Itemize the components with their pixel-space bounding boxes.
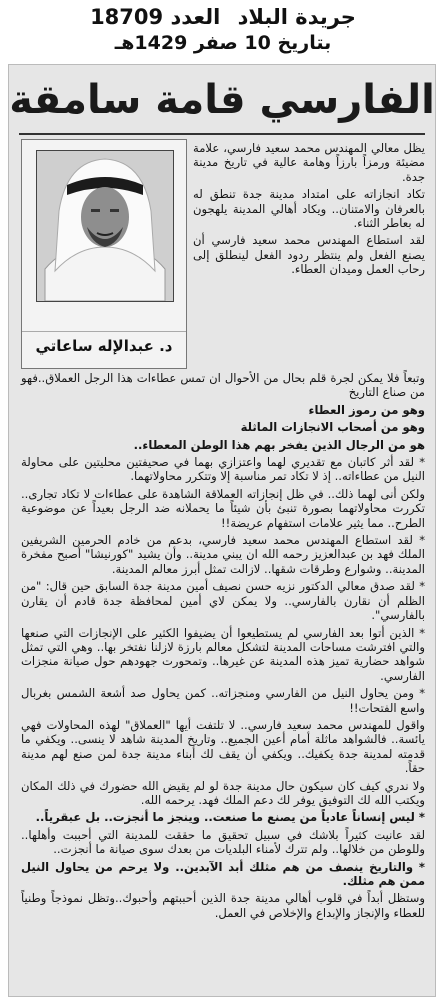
- paragraph: هو من الرجال الذين يفخر بهم هذا الوطن المعطاء..: [133, 437, 425, 452]
- paragraph: * والتاريخ ينصف من هم مثلك أبد الآبدين.. ولا يرحم من يحاول النيل ممن هم مثلك.: [21, 859, 425, 888]
- paragraph: * الذين أتوا بعد الفارسي لم يستطيعوا أن يضيفوا الكثير على الإنجازات التي صنعها والتي افترشت مساحات المدينة لتشكل معالم بارزة لازلنا نفتخر بها.. وهي التي تمثل شواهد حضارية تميز هذه المدينة عن غيرها.. وتمحورت جهودهم حول صيانة منجزات الفارسي.: [21, 625, 425, 683]
- author-photo-box: [21, 139, 187, 369]
- paragraph: * لقد صدق معالي الدكتور نزيه حسن نصيف أمين مدينة جدة السابق حين قال: "من الظلم أن نقارن بالفارسي.. ولا يمكن لاي أمين لمحافظة جدة قادم أن يقارن بالفارسي".: [21, 579, 425, 623]
- issue-label: العدد: [170, 5, 221, 29]
- paragraph: ولكن أنى لهما ذلك.. في ظل إنجازاته العملاقة الشاهدة على عطاءات لا تكاد تجارى.. تكررت محاولاتهما بصورة تنبئ بأن شيئاً ما يحملانه ضد الرجل بعيداً عن موضوعية الطرح.. مما يثير علامات استفهام عريضة!!: [21, 486, 425, 530]
- paragraph: تكاد انجازاته على امتداد مدينة جدة تنطق له بالعرفان والامتنان.. ويكاد أهالي المدينة يلهجون له بعاطر الثناء.: [193, 187, 425, 231]
- issue-date: بتاريخ 10 صفر 1429هـ: [114, 32, 332, 54]
- newspaper-name: جريدة البلاد: [237, 5, 356, 29]
- paragraph: يظل معالي المهندس محمد سعيد فارسي، علامة مضيئة ورمزاً بارزاً وهامة عالية في تاريخ مدينة جدة.: [193, 141, 425, 184]
- paragraph: * لقد أثر كاتبان مع تقديري لهما واعتزازي بهما في صحيفتين محليتين على محاولة النيل من عطاءاته.. إذ لا تكاد تمر مناسبة إلا وتتكرر محاولاتهما.: [21, 455, 425, 484]
- paragraph: * ليس إنساناً عادياً من يصنع ما صنعت.. وينجز ما أنجزت.. بل عبقرياً..: [35, 810, 425, 825]
- masthead-line1: [0, 0, 446, 30]
- issue-number: 18709: [90, 5, 164, 29]
- author-portrait-image: [37, 151, 173, 301]
- paragraph: * لقد استطاع المهندس محمد سعيد فارسي، بدعم من خادم الحرمين الشريفين الملك فهد بن عبدالعزيز رحمه الله ان يبني مدينة.. وأن يشيد "كورنيشا" أصبح مفخرة المدينة.. وشوارع وطرقات شقها.. لازالت تمثل أبرز معالم المدينة.: [21, 533, 425, 576]
- paragraph: وستظل أبداً في قلوب أهالي مدينة جدة الذين أحببتهم وأحبوك..وتظل نموذجاً وطنياً للعطاء والإنجاز والإبداع والإخلاص في العمل.: [21, 891, 425, 920]
- article-body: [21, 371, 425, 990]
- paragraph: لقد عانيت كثيراً بلاشك في سبيل تحقيق ما حققت للمدينة التي أحببت وأهلها.. وللوطن من خلالها.. ولم تترك لأمناء البلديات من بعدك سوى صيانة ما أنجزت..: [21, 827, 425, 857]
- paragraph: واقول للمهندس محمد سعيد فارسي.. لا تلتفت أيها "العملاق" لهذه المحاولات فهي يائسة.. فالشواهد ماثلة أمام أعين الجميع.. وتاريخ المدينة شاهد لا ينسى.. ويكفي ما قدمته لمدينة جدة يكفيك.. ويكفي أن يقف لك أبناء مدينة جدة لمن صنع لهم مدينة حقاً.: [21, 717, 425, 776]
- author-photo: [36, 150, 174, 302]
- article-intro-column: [193, 141, 425, 371]
- paragraph: وهو من أصحاب الانجازات الماثلة: [240, 420, 425, 435]
- article-clipping: [8, 64, 436, 997]
- article-headline: الفارسي قامة سامقة: [9, 77, 435, 123]
- author-caption: د. عبدالإله ساعاتي: [22, 331, 186, 360]
- paragraph: لقد استطاع المهندس محمد سعيد فارسي أن يصنع الفعل ولم ينتظر ردود الفعل لينطلق إلى رحاب العمل وميدان العطاء.: [193, 233, 425, 277]
- paragraph: وهو من رموز العطاء: [308, 402, 425, 417]
- newspaper-masthead: [0, 0, 446, 62]
- headline-rule: [19, 133, 425, 135]
- paragraph: وتبعاً فلا يمكن لجرة قلم بحال من الأحوال ان تمس عطاءات هذا الرجل العملاق..فهو من صناع التاريخ: [21, 371, 425, 400]
- paragraph: ولا ندري كيف كان سيكون حال مدينة جدة لو لم يقيض الله حضورك في ذلك المكان ويكتب الله لك التوفيق يوفر لك دعم الملك فهد. يرحمه الله.: [21, 778, 425, 807]
- paragraph: * ومن يحاول النيل من الفارسي ومنجزاته.. كمن يحاول صد أشعة الشمس بغربال واسع الفتحات!!: [21, 686, 425, 715]
